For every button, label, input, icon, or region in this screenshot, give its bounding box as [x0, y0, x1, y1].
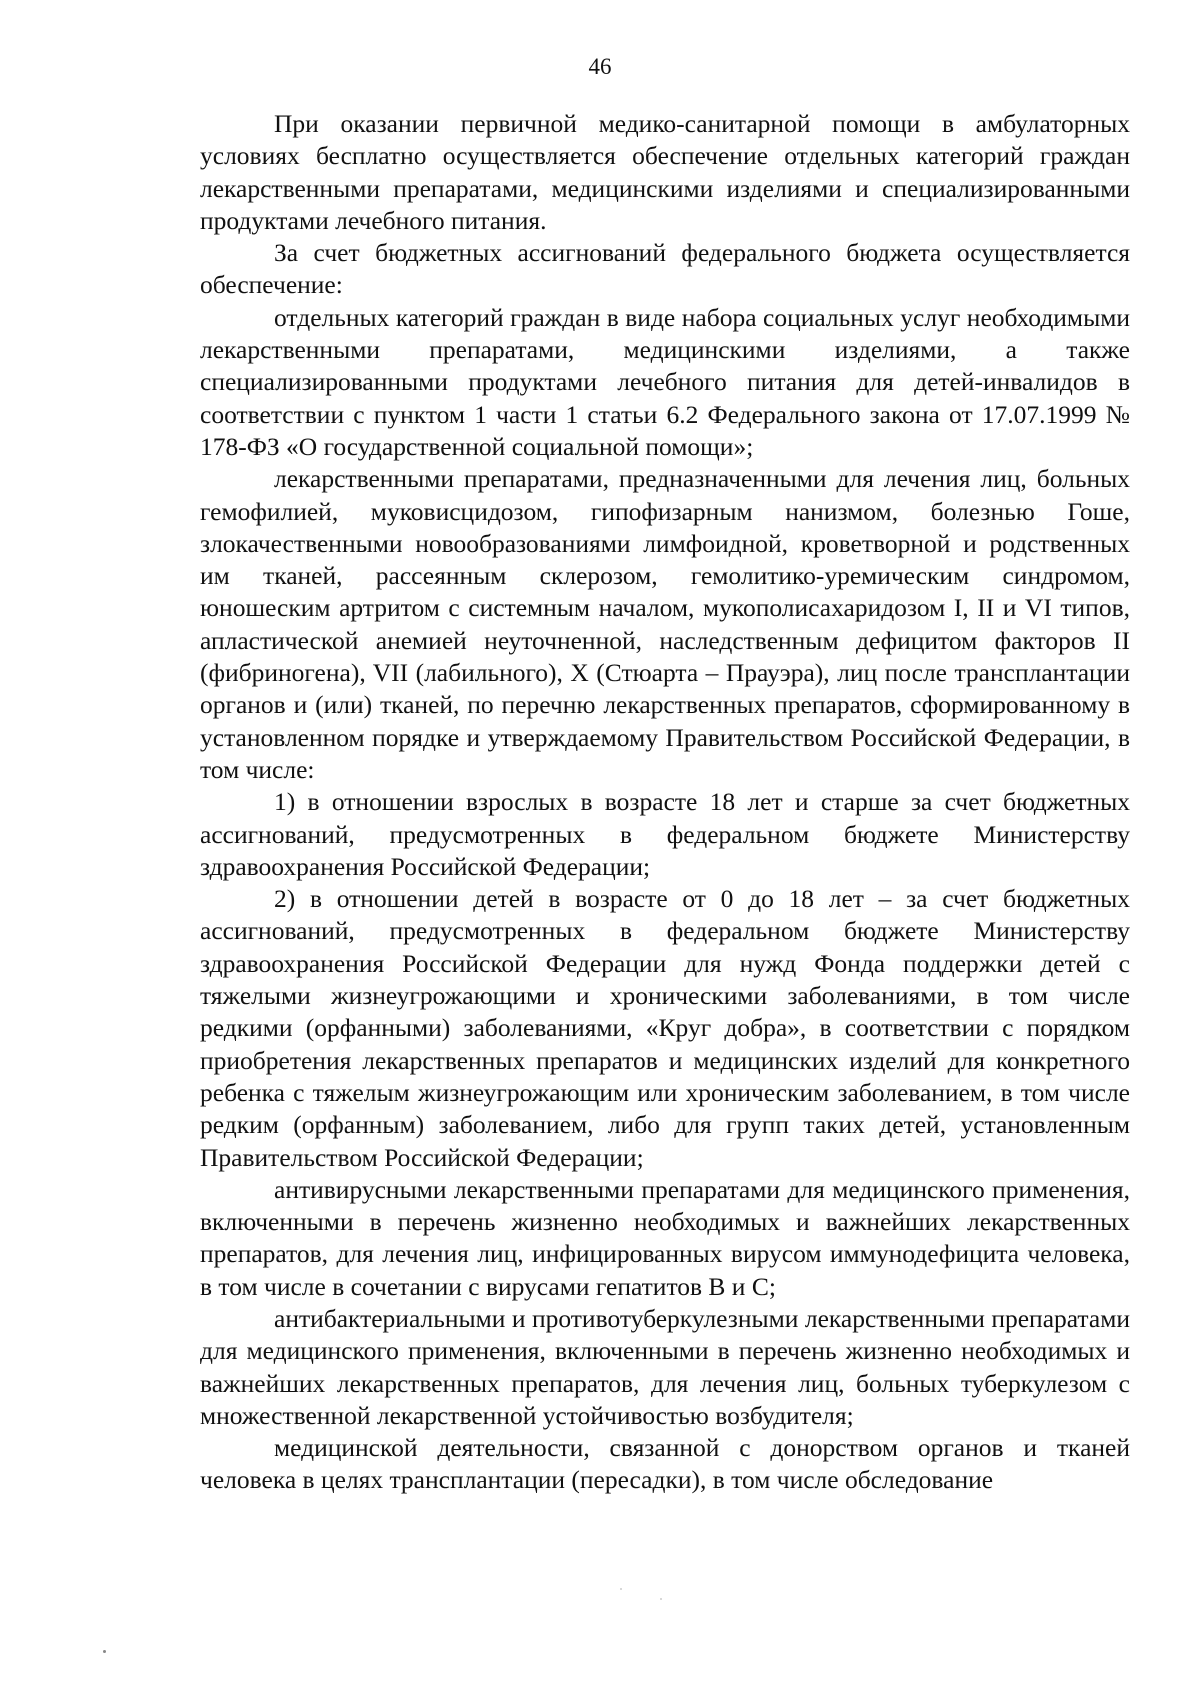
paragraph-federal-budget-intro: За счет бюджетных ассигнований федерального бюджета осуществляется обеспечение:	[200, 238, 1130, 300]
scan-speck	[620, 1588, 622, 1590]
paragraph-social-services-set: отдельных категорий граждан в виде набора социальных услуг необходимыми лекарственными препаратами, медицинскими изделиями, а также специализированными продуктами лечебного питания для детей-инвалидов в соответствии с пунктом 1 части 1 статьи 6.2 Федерального закона от 17.07.1999 № 178-ФЗ «О государственной социальной помощи»;	[200, 302, 1130, 461]
page-number: 46	[588, 54, 612, 79]
paragraph-antibacterial-drugs: антибактериальными и противотуберкулезными лекарственными препаратами для медицинского применения, включенными в перечень жизненно необходимых и важнейших лекарственных препаратов, для лечения лиц, больных туберкулезом с множественной лекарственной устойчивостью возбудителя;	[200, 1303, 1130, 1430]
paragraph-organ-donation: медицинской деятельности, связанной с донорством органов и тканей человека в целях трансплантации (пересадки), в том числе обследование	[200, 1433, 1130, 1495]
scan-speck	[103, 1650, 106, 1653]
document-body	[200, 108, 1130, 1497]
scan-speck	[660, 1598, 662, 1600]
paragraph-children-item: 2) в отношении детей в возрасте от 0 до 18 лет – за счет бюджетных ассигнований, предусмотренных в федеральном бюджете Министерству здравоохранения Российской Федерации для нужд Фонда поддержки детей с тяжелыми жизнеугрожающими и хроническими заболеваниями, в том числе редкими (орфанными) заболеваниями, «Круг добра», в соответствии с порядком приобретения лекарственных препаратов и медицинских изделий для конкретного ребенка с тяжелым жизнеугрожающим или хроническим заболеванием, в том числе редким (орфанным) заболеванием, либо для групп таких детей, установленным Правительством Российской Федерации;	[200, 884, 1130, 1172]
paragraph-antiviral-drugs: антивирусными лекарственными препаратами для медицинского применения, включенными в перечень жизненно необходимых и важнейших лекарственных препаратов, для лечения лиц, инфицированных вирусом иммунодефицита человека, в том числе в сочетании с вирусами гепатитов B и C;	[200, 1174, 1130, 1301]
paragraph-ambulatory-provision: При оказании первичной медико-санитарной помощи в амбулаторных условиях бесплатно осуществляется обеспечение отдельных категорий граждан лекарственными препаратами, медицинскими изделиями и специализированными продуктами лечебного питания.	[200, 109, 1130, 235]
paragraph-special-diseases-drugs: лекарственными препаратами, предназначенными для лечения лиц, больных гемофилией, муковисцидозом, гипофизарным нанизмом, болезнью Гоше, злокачественными новообразованиями лимфоидной, кроветворной и родственных им тканей, рассеянным склерозом, гемолитико-уремическим синдромом, юношеским артритом с системным началом, мукополисахаридозом I, II и VI типов, апластической анемией неуточненной, наследственным дефицитом факторов II (фибриногена), VII (лабильного), X (Стюарта – Прауэра), лиц после трансплантации органов и (или) тканей, по перечню лекарственных препаратов, сформированному в установленном порядке и утверждаемому Правительством Российской Федерации, в том числе:	[200, 464, 1130, 784]
paragraph-adults-item: 1) в отношении взрослых в возрасте 18 лет и старше за счет бюджетных ассигнований, предусмотренных в федеральном бюджете Министерству здравоохранения Российской Федерации;	[200, 787, 1130, 881]
